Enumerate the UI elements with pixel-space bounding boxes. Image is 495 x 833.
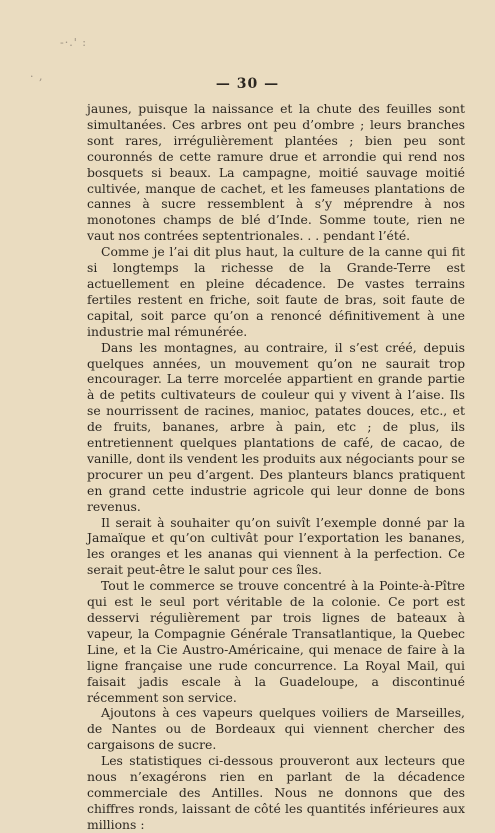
paragraph-sailing-ships: Ajoutons à ces vapeurs quelques voiliers de Marseilles, de Nantes ou de Bordeaux qui viennent chercher des cargaisons de sucre. <box>87 705 465 753</box>
paragraph-mountains: Dans les montagnes, au contraire, il s’est créé, depuis quelques années, un mouvement qu’on ne saurait trop encourager. La terre morcelée appartient en grande partie à de petits cultivateurs de couleur qui y vivent à l’aise. Ils se nourrissent de racines, manioc, patates douces, etc., et de fruits, bananes, arbre à pain, etc ; de plus, ils entretiennent quelques plantations de café, de cacao, de vanille, dont ils vendent les produits aux négociants pour se procurer un peu d’argent. Des planteurs blancs pratiquent en grand cette industrie agricole qui leur donne de bons revenus. <box>87 339 465 514</box>
paragraph-statistics: Les statistiques ci-dessous prouveront aux lecteurs que nous n’exagérons rien en parlant de la décadence commerciale des Antilles. Nous ne donnons que des chiffres ronds, laissant de côté les quantités inférieures aux millions : <box>87 753 465 832</box>
paragraph-jamaica-example: Il serait à souhaiter qu’on suivît l’exemple donné par la Jamaïque et qu’on cultivât pour l’exportation les bananes, les oranges et les ananas qui viennent à la perfection. Ce serait peut-être le salut pour ces îles. <box>87 514 465 578</box>
paragraph-continued: jaunes, puisque la naissance et la chute des feuilles sont simultanées. Ces arbres ont peu d’ombre ; leurs branches sont rares, irrégulièrement plantées ; bien peu sont couronnés de cette ramure drue et arrondie qui rend nos bosquets si beaux. La campagne, moitié sauvage moitié cultivée, manque de cachet, et les fameuses plantations de cannes à sucre ressemblent à s’y méprendre à nos monotones champs de blé d’Inde. Somme toute, rien ne vaut nos contrées septentrionales. . . pendant l’été. <box>87 101 465 244</box>
top-margin-mark: -·.' : <box>60 36 87 49</box>
page-body-text <box>87 101 465 833</box>
left-margin-mark: · , <box>30 70 44 83</box>
page-number-header: — 30 — <box>215 76 280 92</box>
paragraph-cane-culture: Comme je l’ai dit plus haut, la culture de la canne qui fit si longtemps la richesse de la Grande-Terre est actuellement en pleine décadence. De vastes terrains fertiles restent en friche, soit faute de bras, soit faute de capital, soit parce qu’on a renoncé définitivement à une industrie mal rémunérée. <box>87 244 465 339</box>
paragraph-commerce-port: Tout le commerce se trouve concentré à la Pointe-à-Pître qui est le seul port véritable de la colonie. Ce port est desservi régulièrement par trois lignes de bateaux à vapeur, la Compagnie Générale Transatlantique, la Quebec Line, et la Cie Austro-Américaine, qui menace de faire à la ligne française une rude concurrence. La Royal Mail, qui faisait jadis escale à la Guadeloupe, a discontinué récemment son service. <box>87 578 465 705</box>
